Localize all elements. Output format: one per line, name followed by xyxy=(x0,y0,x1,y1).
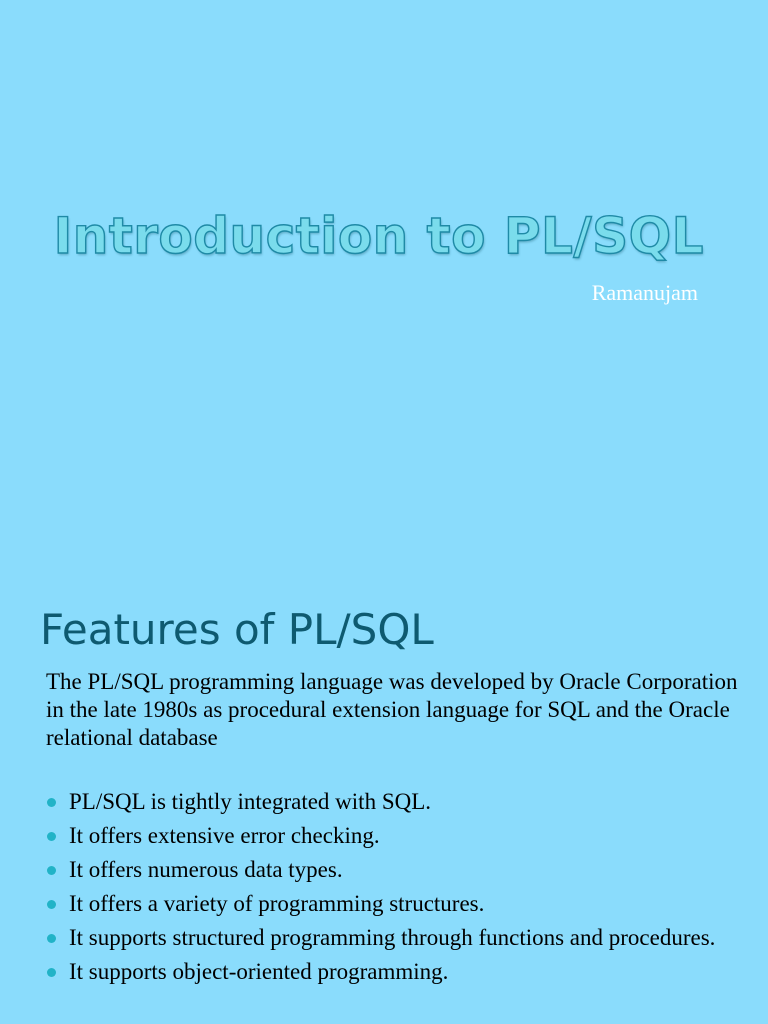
list-item-text: It offers numerous data types. xyxy=(69,857,343,882)
features-slide xyxy=(0,576,768,1024)
list-item-text: It supports object-oriented programming. xyxy=(69,959,449,984)
bullet-dot-icon xyxy=(47,798,56,807)
bullet-dot-icon xyxy=(47,968,56,977)
features-heading: Features of PL/SQL xyxy=(40,605,434,654)
bullet-dot-icon xyxy=(47,832,56,841)
bullet-dot-icon xyxy=(47,900,56,909)
slide-subtitle: Ramanujam xyxy=(591,280,698,305)
list-item-text: It offers extensive error checking. xyxy=(69,823,380,848)
features-list xyxy=(46,788,746,992)
list-item xyxy=(46,788,746,816)
bullet-dot-icon xyxy=(47,866,56,875)
title-block xyxy=(54,200,704,272)
list-item xyxy=(46,822,746,850)
list-item-text: PL/SQL is tightly integrated with SQL. xyxy=(69,789,432,814)
list-item xyxy=(46,890,746,918)
list-item-text: It supports structured programming through functions and procedures. xyxy=(69,925,716,950)
list-item xyxy=(46,958,746,986)
list-item-text: It offers a variety of programming structures. xyxy=(69,891,485,916)
list-item xyxy=(46,924,746,952)
slide-title: Introduction to PL/SQL xyxy=(53,207,704,265)
intro-paragraph: The PL/SQL programming language was developed by Oracle Corporation in the late 1980s as procedural extension language for SQL and the Oracle relational database xyxy=(46,669,738,750)
list-item xyxy=(46,856,746,884)
bullet-dot-icon xyxy=(47,934,56,943)
